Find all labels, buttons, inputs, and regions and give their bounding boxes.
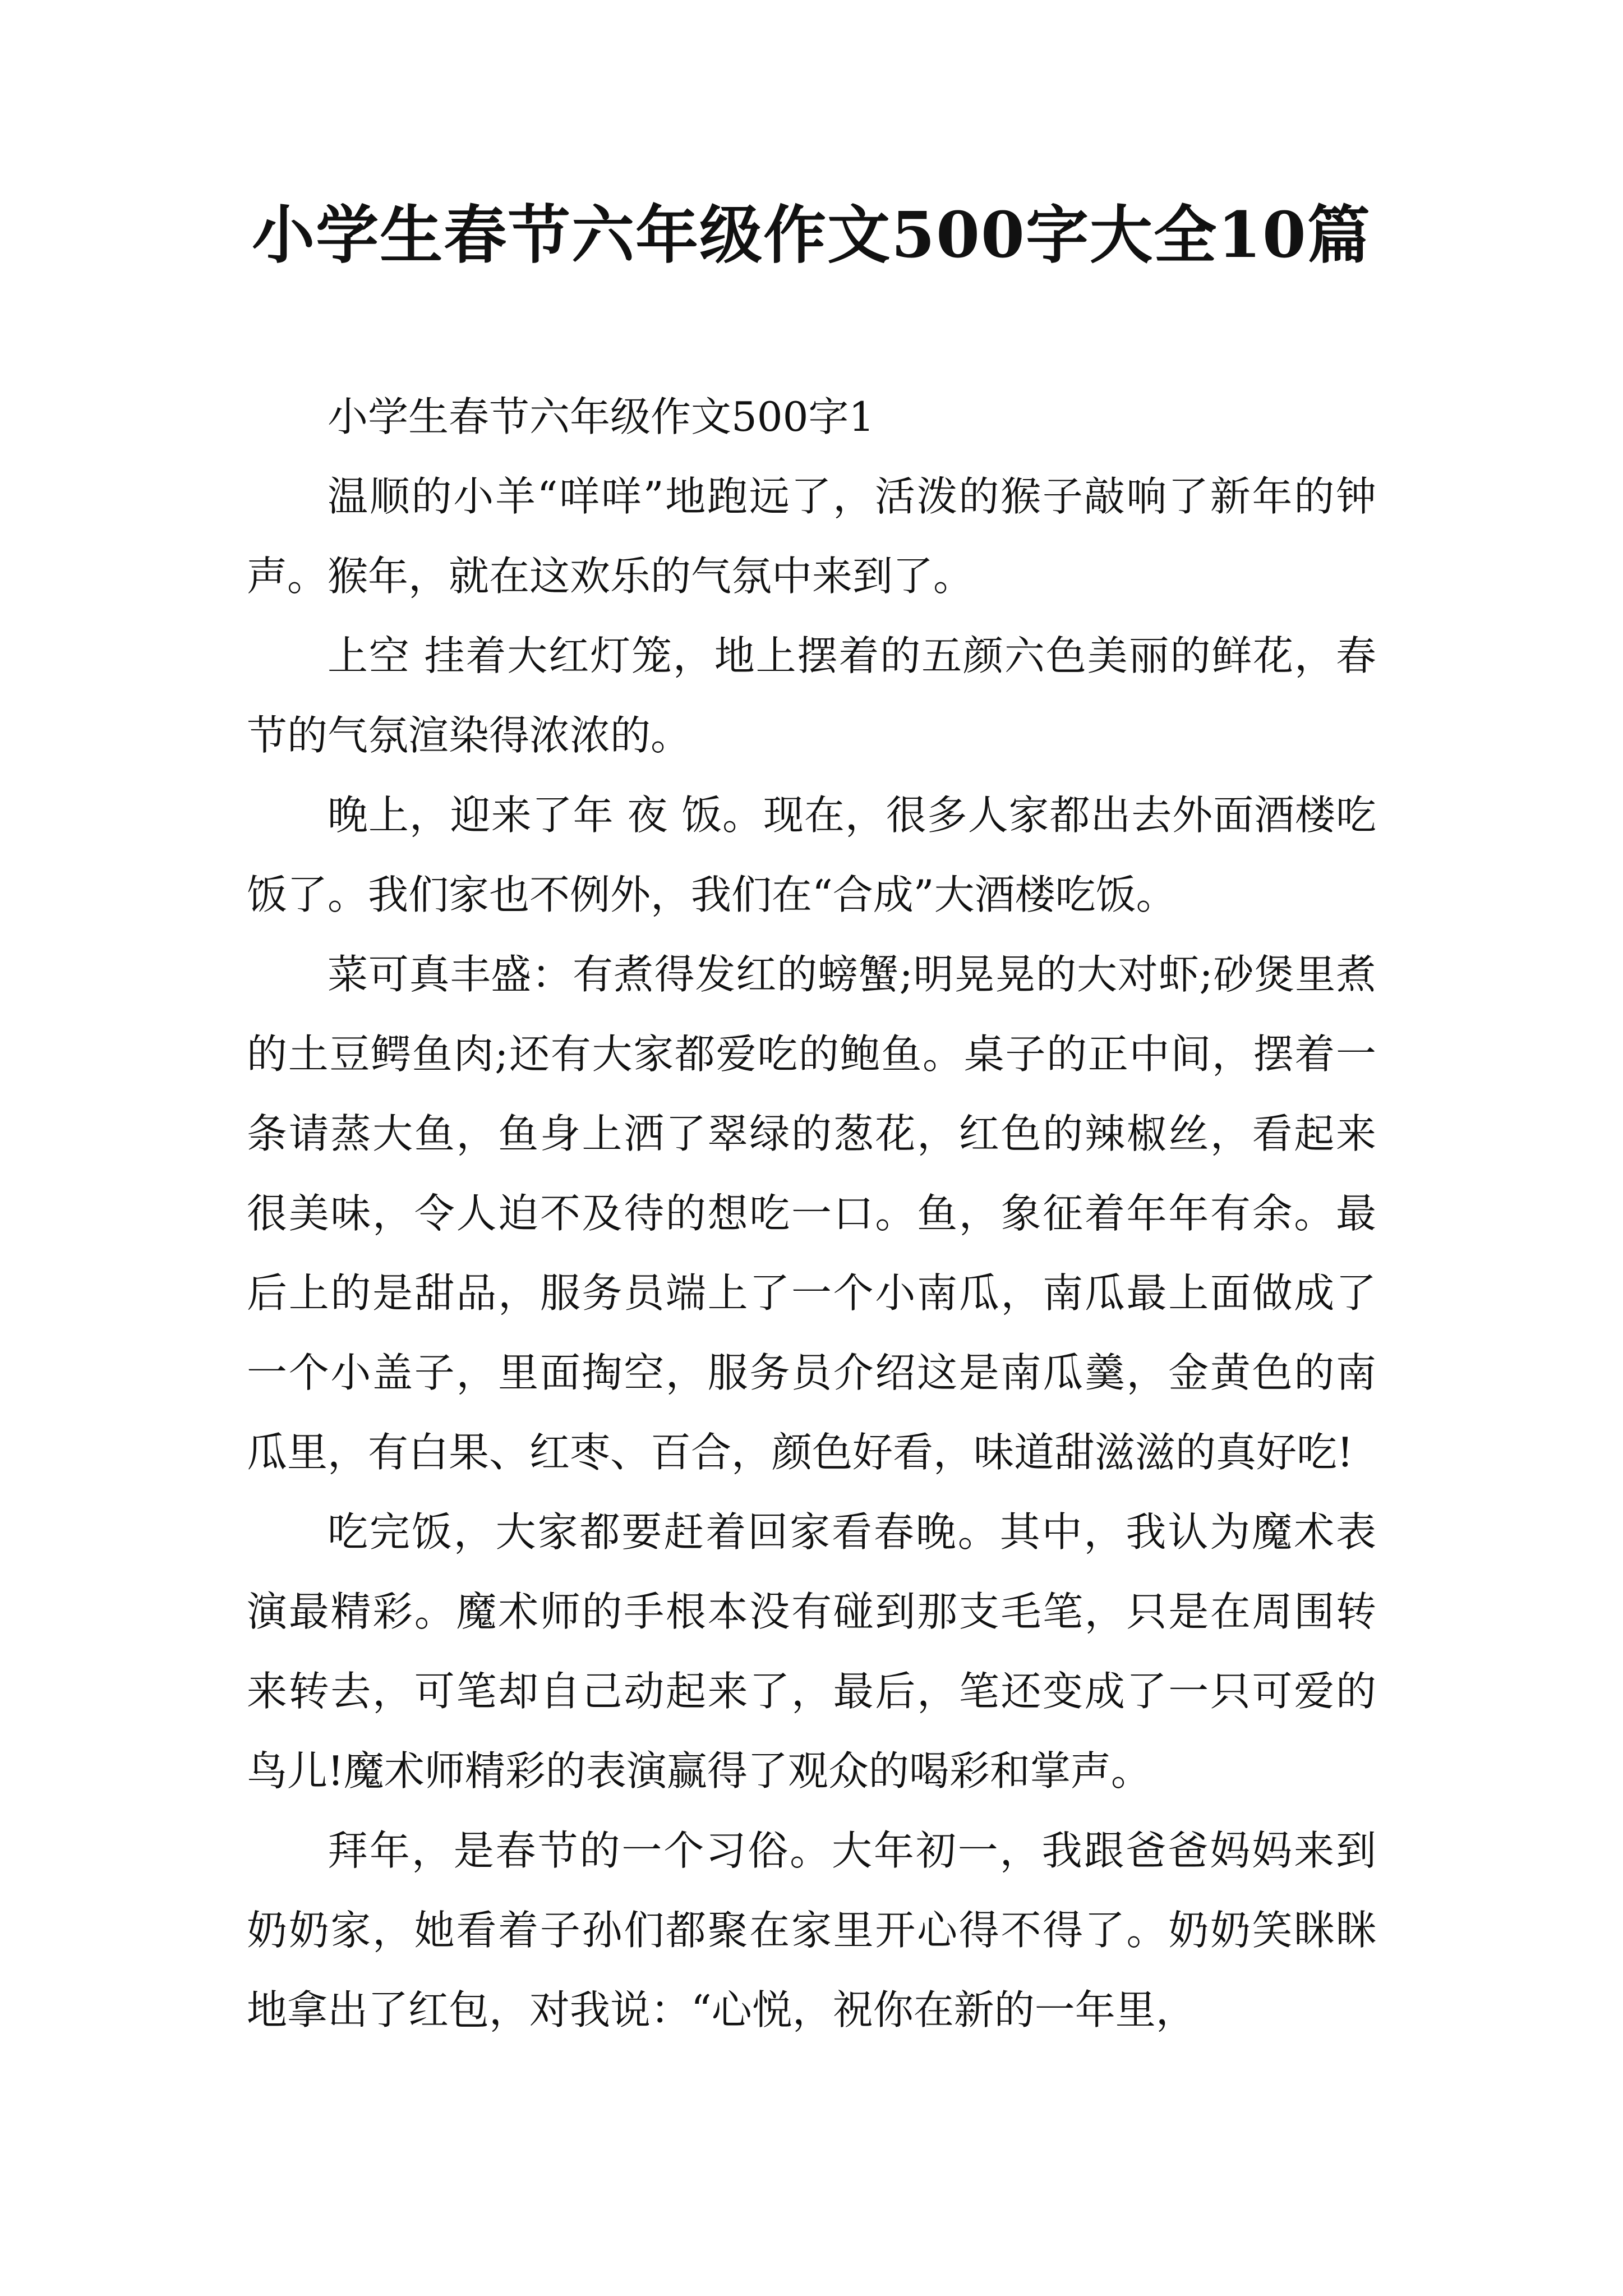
document-title: 小学生春节六年级作文500字大全10篇 [252, 199, 1371, 272]
paragraph: 菜可真丰盛：有煮得发红的螃蟹;明晃晃的大对虾;砂煲里煮的土豆鳄鱼肉;还有大家都爱吃的鲍鱼。桌子的正中间，摆着一条请蒸大鱼，鱼身上洒了翠绿的葱花，红色的辣椒丝，看起来很美味，令人迫不及待的想吃一口。鱼，象征着年年有余。最后上的是甜品，服务员端上了一个小南瓜，南瓜最上面做成了一个小盖子，里面掏空，服务员介绍这是南瓜羹，金黄色的南瓜里，有白果、红枣、百合，颜色好看，味道甜滋滋的真好吃! [247, 951, 1376, 1476]
paragraph: 晚上，迎来了年 夜 饭。现在，很多人家都出去外面酒楼吃饭了。我们家也不例外，我们在“合成”大酒楼吃饭。 [247, 792, 1376, 918]
section-heading: 小学生春节六年级作文500字1 [328, 393, 875, 440]
document-body [247, 377, 1376, 2050]
paragraph: 温顺的小羊“咩咩”地跑远了，活泼的猴子敲响了新年的钟声。猴年，就在这欢乐的气氛中来到了。 [247, 473, 1376, 600]
paragraph: 拜年，是春节的一个习俗。大年初一，我跟爸爸妈妈来到奶奶家，她看着子孙们都聚在家里开心得不得了。奶奶笑眯眯地拿出了红包，对我说：“心悦，祝你在新的一年里， [247, 1827, 1376, 2033]
paragraph: 吃完饭，大家都要赶着回家看春晚。其中，我认为魔术表演最精彩。魔术师的手根本没有碰到那支毛笔，只是在周围转来转去，可笔却自己动起来了，最后，笔还变成了一只可爱的鸟儿!魔术师精彩的表演赢得了观众的喝彩和掌声。 [247, 1508, 1376, 1795]
paragraph: 上空 挂着大红灯笼，地上摆着的五颜六色美丽的鲜花，春节的气氛渲染得浓浓的。 [247, 632, 1376, 759]
